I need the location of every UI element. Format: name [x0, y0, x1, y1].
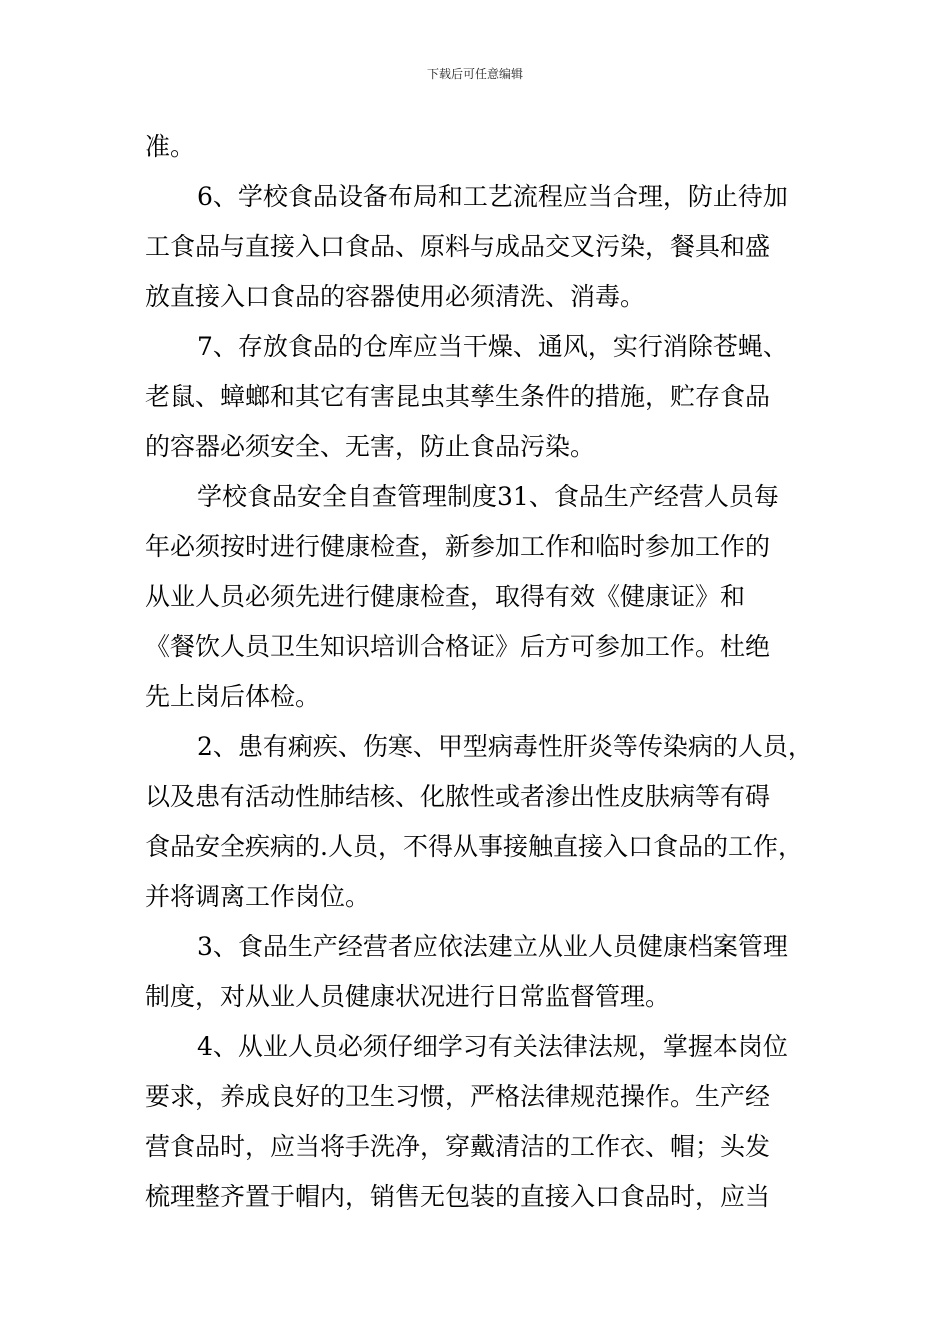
- page-header: 下载后可任意编辑: [426, 67, 523, 81]
- text-line: 食品安全疾病的.人员，不得从事接触直接入口食品的工作，: [145, 832, 803, 861]
- text-line: 年必须按时进行健康检查，新参加工作和临时参加工作的: [145, 532, 771, 561]
- text-line: 3、食品生产经营者应依法建立从业人员健康档案管理: [197, 932, 788, 961]
- text-line: 从业人员必须先进行健康检查，取得有效《健康证》和: [145, 582, 746, 611]
- text-line: 先上岗后体检。: [145, 682, 321, 711]
- text-line: 《餐饮人员卫生知识培训合格证》后方可参加工作。杜绝: [145, 632, 771, 661]
- text-line: 梳理整齐置于帽内，销售无包装的直接入口食品时，应当: [145, 1182, 771, 1211]
- text-line: 要求，养成良好的卫生习惯，严格法律规范操作。生产经: [145, 1082, 771, 1111]
- text-line: 4、从业人员必须仔细学习有关法律法规，掌握本岗位: [197, 1032, 788, 1061]
- text-line: 的容器必须安全、无害，防止食品污染。: [145, 432, 596, 461]
- text-line: 准。: [145, 132, 196, 161]
- text-line: 并将调离工作岗位。: [145, 882, 371, 911]
- text-line: 放直接入口食品的容器使用必须清洗、消毒。: [145, 282, 646, 311]
- text-line: 以及患有活动性肺结核、化脓性或者渗出性皮肤病等有碍: [145, 782, 771, 811]
- text-line: 2、患有痢疾、伤寒、甲型病毒性肝炎等传染病的人员，: [197, 732, 813, 761]
- text-line: 学校食品安全自查管理制度31、食品生产经营人员每: [197, 482, 779, 511]
- text-line: 营食品时，应当将手洗净，穿戴清洁的工作衣、帽；头发: [145, 1132, 771, 1161]
- document-body: [145, 122, 815, 1222]
- text-line: 7、存放食品的仓库应当干燥、通风，实行消除苍蝇、: [197, 332, 788, 361]
- text-line: 制度，对从业人员健康状况进行日常监督管理。: [145, 982, 671, 1011]
- text-line: 老鼠、蟑螂和其它有害昆虫其孳生条件的措施，贮存食品: [145, 382, 771, 411]
- text-line: 6、学校食品设备布局和工艺流程应当合理，防止待加: [197, 182, 788, 211]
- text-line: 工食品与直接入口食品、原料与成品交叉污染，餐具和盛: [145, 232, 771, 261]
